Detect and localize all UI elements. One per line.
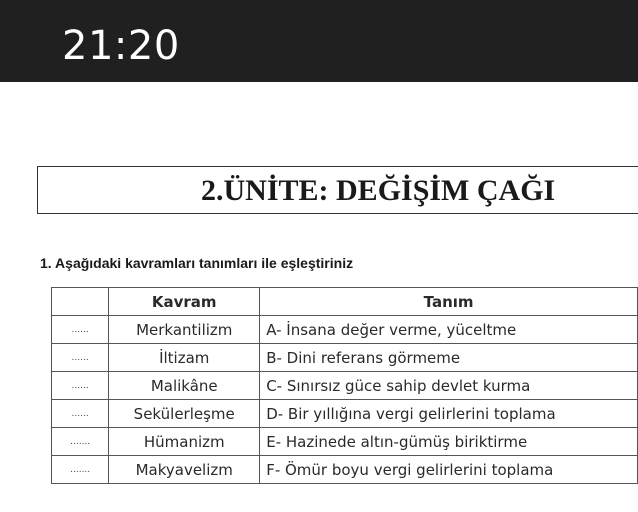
definition-cell: F- Ömür boyu vergi gelirlerini toplama [260, 456, 638, 484]
concept-cell: Makyavelizm [109, 456, 260, 484]
definition-cell: C- Sınırsız güce sahip devlet kurma [260, 372, 638, 400]
matching-table [51, 287, 638, 484]
status-time: 21:20 [62, 23, 180, 69]
concept-cell: Sekülerleşme [109, 400, 260, 428]
concept-cell: Merkantilizm [109, 316, 260, 344]
table-row [52, 316, 638, 344]
status-bar [0, 0, 638, 82]
answer-blank: ...... [52, 372, 109, 400]
concept-cell: Malikâne [109, 372, 260, 400]
definition-cell: A- İnsana değer verme, yüceltme [260, 316, 638, 344]
table-header-row [52, 288, 638, 316]
table-row [52, 428, 638, 456]
answer-blank: ....... [52, 428, 109, 456]
table-row [52, 372, 638, 400]
definition-cell: E- Hazinede altın-gümüş biriktirme [260, 428, 638, 456]
table-row [52, 456, 638, 484]
answer-blank: ...... [52, 316, 109, 344]
concept-cell: İltizam [109, 344, 260, 372]
concept-cell: Hümanizm [109, 428, 260, 456]
header-definition: Tanım [260, 288, 638, 316]
answer-blank: ....... [52, 456, 109, 484]
table-row [52, 344, 638, 372]
header-blank [52, 288, 109, 316]
definition-cell: D- Bir yıllığına vergi gelirlerini toplama [260, 400, 638, 428]
unit-title: 2.ÜNİTE: DEĞİŞİM ÇAĞI [201, 174, 556, 207]
answer-blank: ...... [52, 400, 109, 428]
document-page [0, 82, 638, 512]
unit-title-box [37, 166, 638, 214]
table-row [52, 400, 638, 428]
question-text: 1. Aşağıdaki kavramları tanımları ile eşleştiriniz [40, 255, 354, 271]
definition-cell: B- Dini referans görmeme [260, 344, 638, 372]
header-concept: Kavram [109, 288, 260, 316]
answer-blank: ...... [52, 344, 109, 372]
